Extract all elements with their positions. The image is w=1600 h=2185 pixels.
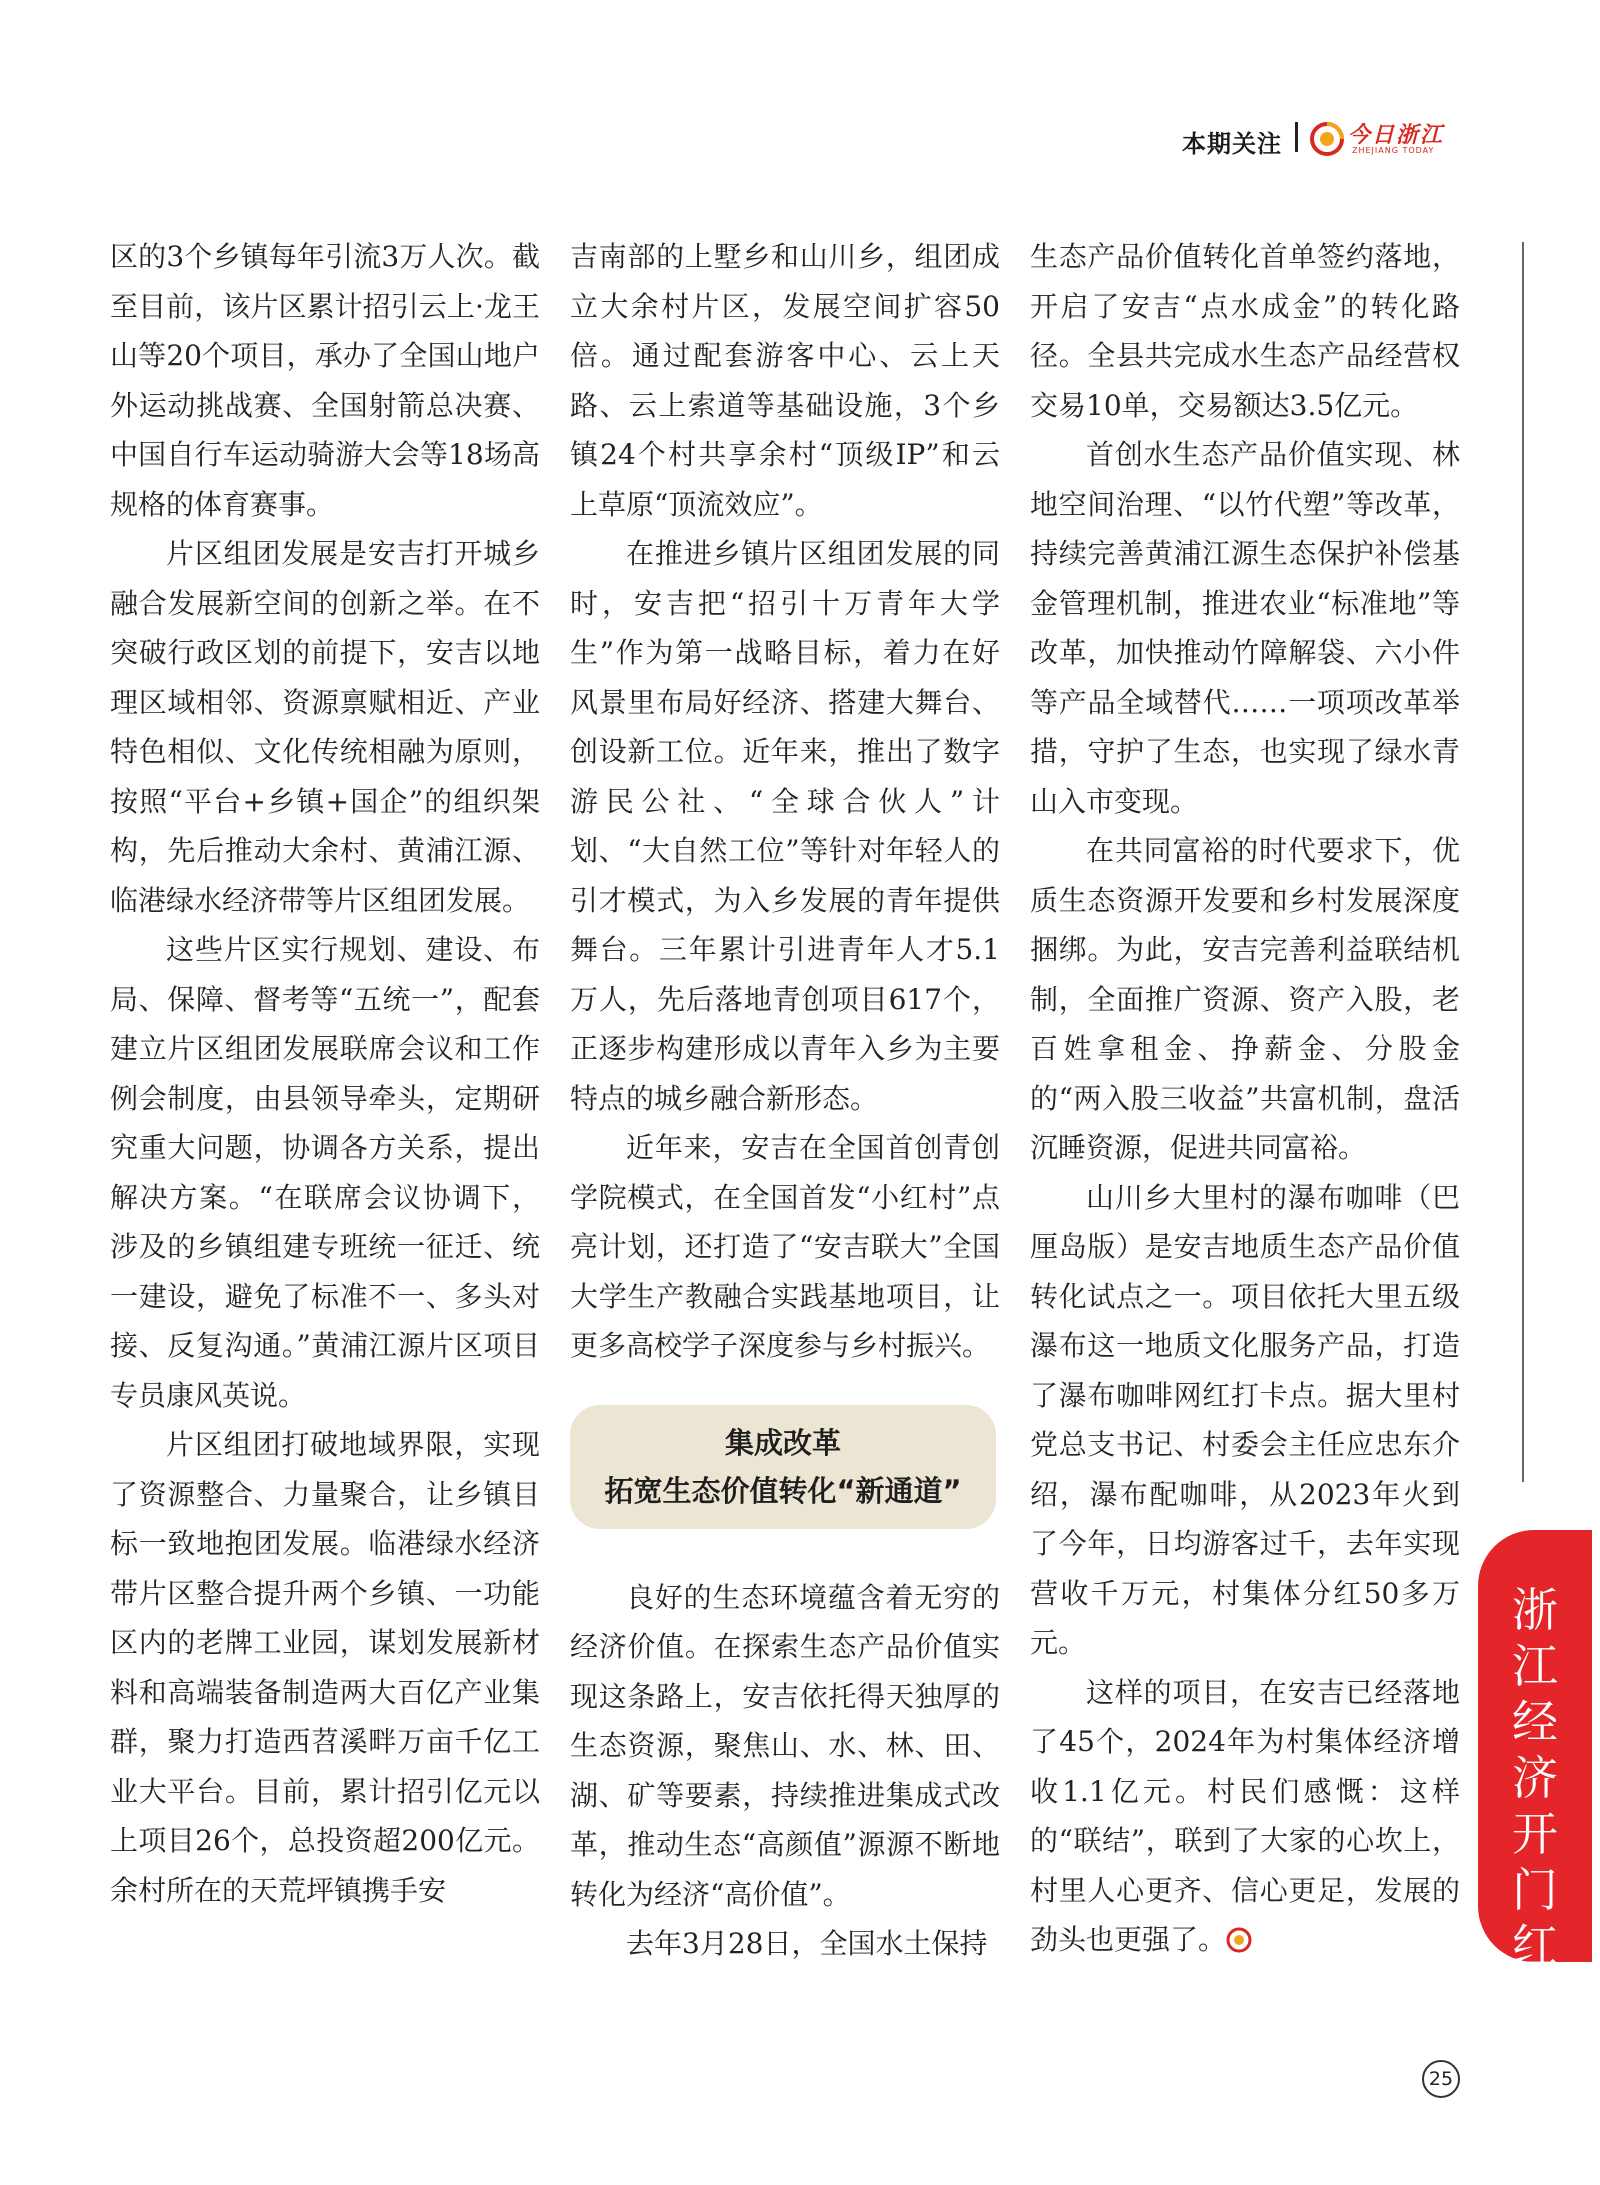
article-end-icon [1226,1927,1252,1953]
column-3 [1030,232,1460,1965]
section-subheading [570,1405,996,1529]
paragraph: 山川乡大里村的瀑布咖啡（巴厘岛版）是安吉地质生态产品价值转化试点之一。项目依托大里五级瀑布这一地质文化服务产品，打造了瀑布咖啡网红打卡点。据大里村党总支书记、村委会主任应忠东介绍，瀑布配咖啡，从2023年火到了今年，日均游客过千，去年实现营收千万元，村集体分红50多万元。 [1030,1180,1460,1659]
paragraph: 近年来，安吉在全国首创青创学院模式，在全国首发“小红村”点亮计划，还打造了“安吉联大”全国大学生产教融合实践基地项目，让更多高校学子深度参与乡村振兴。 [570,1131,1000,1362]
logo-swirl-icon [1310,122,1344,156]
paragraph: 片区组团打破地域界限，实现了资源整合、力量聚合，让乡镇目标一致地抱团发展。临港绿水经济带片区整合提升两个乡镇、一功能区内的老牌工业园，谋划发展新材料和高端装备制造两大百亿产业集群，聚力打造西苕溪畔万亩千亿工业大平台。目前，累计招引亿元以上项目26个，总投资超200亿元。余村所在的天荒坪镇携手安 [110,1428,540,1907]
page-header [1000,118,1470,162]
page-number: 25 [1422,2060,1460,2098]
side-tab-char: 浙 [1512,1583,1558,1637]
subheading-line-1: 集成改革 [724,1425,841,1460]
paragraph: 在共同富裕的时代要求下，优质生态资源开发要和乡村发展深度捆绑。为此，安吉完善利益联结机制，全面推广资源、资产入股，老百姓拿租金、挣薪金、分股金的“两入股三收益”共富机制，盘活沉睡资源，促进共同富裕。 [1030,834,1460,1164]
side-tab-title [1478,1582,1592,1974]
side-tab-char: 门 [1512,1863,1558,1917]
side-tab [1478,1530,1592,1973]
side-tab-char: 红 [1512,1919,1558,1973]
magazine-logo [1310,118,1470,162]
paragraph: 吉南部的上墅乡和山川乡，组团成立大余村片区，发展空间扩容50倍。通过配套游客中心、云上天路、云上索道等基础设施，3个乡镇24个村共享余村“顶级IP”和云上草原“顶流效应”。 [570,240,1000,521]
column-1 [110,232,540,1915]
paragraph: 区的3个乡镇每年引流3万人次。截至目前，该片区累计招引云上·龙王山等20个项目，承办了全国山地户外运动挑战赛、全国射箭总决赛、中国自行车运动骑游大会等18场高规格的体育赛事。 [110,240,540,521]
side-tab-char: 开 [1512,1807,1558,1861]
logo-chinese-text: 今日浙江 [1348,123,1445,148]
paragraph-last [1030,1668,1460,1965]
logo-english-text: ZHEJIANG TODAY [1352,146,1435,155]
side-tab-char: 江 [1512,1639,1558,1693]
column-2 [570,232,1000,1969]
paragraph: 这些片区实行规划、建设、布局、保障、督考等“五统一”，配套建立片区组团发展联席会议和工作例会制度，由县领导牵头，定期研究重大问题，协调各方关系，提出解决方案。“在联席会议协调下，涉及的乡镇组建专班统一征迁、统一建设，避免了标准不一、多头对接、反复沟通。”黄浦江源片区项目专员康风英说。 [110,933,540,1412]
paragraph: 良好的生态环境蕴含着无穷的经济价值。在探索生态产品价值实现这条路上，安吉依托得天独厚的生态资源，聚焦山、水、林、田、湖、矿等要素，持续推进集成式改革，推动生态“高颜值”源源不断地转化为经济“高价值”。 [570,1580,1000,1911]
section-label: 本期关注 [1182,130,1282,158]
paragraph: 首创水生态产品价值实现、林地空间治理、“以竹代塑”等改革，持续完善黄浦江源生态保护补偿基金管理机制，推进农业“标准地”等改革，加快推动竹障解袋、六小件等产品全域替代……一项项改革举措，守护了生态，也实现了绿水青山入市变现。 [1030,438,1460,818]
side-tab-char: 经 [1512,1695,1558,1749]
paragraph: 去年3月28日，全国水土保持 [626,1927,988,1960]
column-divider [1522,242,1524,1482]
side-tab-char: 济 [1512,1751,1558,1805]
paragraph-text: 这样的项目，在安吉已经落地了45个，2024年为村集体经济增收1.1亿元。村民们感慨：这样的“联结”，联到了大家的心坎上，村里人心更齐、信心更足，发展的劲头也更强了。 [1030,1675,1460,1956]
subheading-line-2: 拓宽生态价值转化“新通道” [604,1473,962,1508]
header-divider [1295,122,1298,152]
paragraph: 在推进乡镇片区组团发展的同时，安吉把“招引十万青年大学生”作为第一战略目标，着力在好风景里布局好经济、搭建大舞台、创设新工位。近年来，推出了数字游民公社、“全球合伙人”计划、“大自然工位”等针对年轻人的引才模式，为入乡发展的青年提供舞台。三年累计引进青年人才5.1万人，先后落地青创项目617个，正逐步构建形成以青年入乡为主要特点的城乡融合新形态。 [570,537,1000,1115]
paragraph: 片区组团发展是安吉打开城乡融合发展新空间的创新之举。在不突破行政区划的前提下，安吉以地理区域相邻、资源禀赋相近、产业特色相似、文化传统相融为原则，按照“平台+乡镇+国企”的组织架构，先后推动大余村、黄浦江源、临港绿水经济带等片区组团发展。 [110,537,540,917]
paragraph: 生态产品价值转化首单签约落地，开启了安吉“点水成金”的转化路径。全县共完成水生态产品经营权交易10单，交易额达3.5亿元。 [1030,240,1460,422]
